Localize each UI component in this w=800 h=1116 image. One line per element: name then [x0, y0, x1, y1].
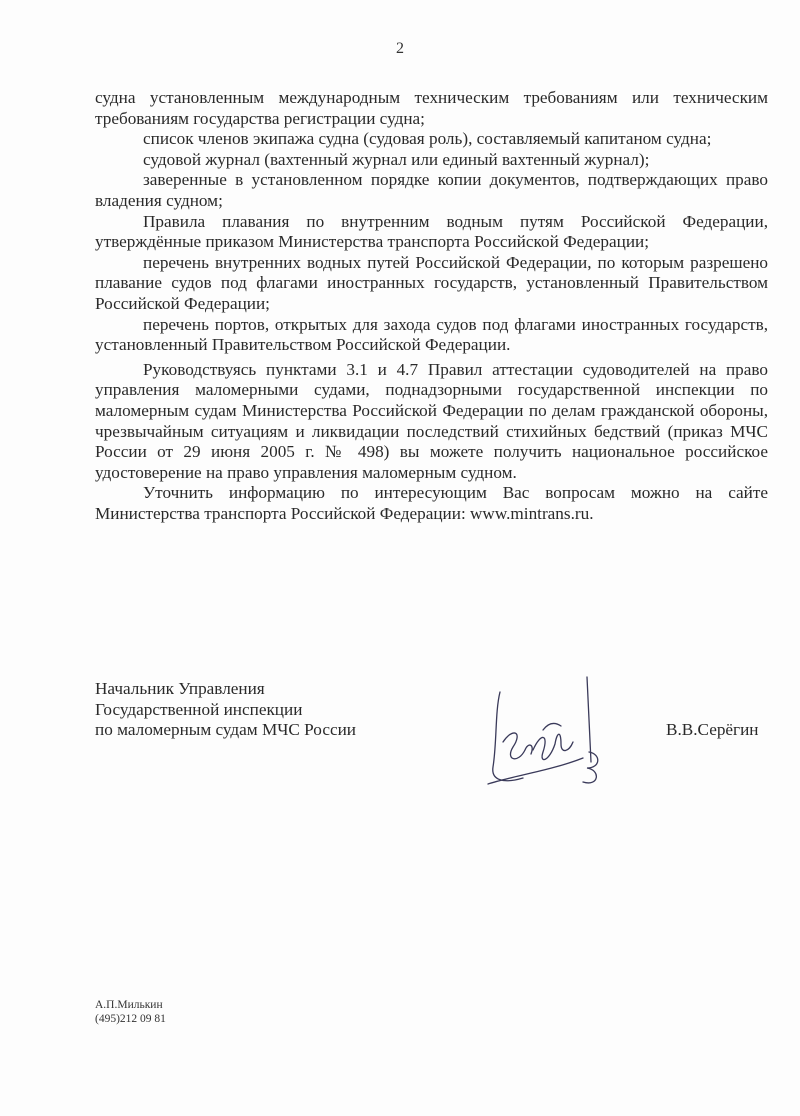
- paragraph-contact-info: Уточнить информацию по интересующим Вас вопросам можно на сайте Министерства транспорта Российской Федерации: www.mintrans.ru.: [95, 483, 768, 523]
- signatory-title-line: Государственной инспекции: [95, 699, 303, 719]
- handwritten-signature: [483, 672, 613, 797]
- signatory-name: В.В.Серёгин: [666, 720, 759, 739]
- signatory-title-line: Начальник Управления: [95, 679, 265, 698]
- page-number: 2: [396, 40, 404, 57]
- paragraph-crew-list: список членов экипажа судна (судовая роль), составляемый капитаном судна;: [143, 129, 712, 149]
- paragraph-logbook: судовой журнал (вахтенный журнал или единый вахтенный журнал);: [143, 149, 650, 169]
- executor-phone: (495)212 09 81: [95, 1013, 166, 1025]
- executor-info: [95, 998, 166, 1026]
- letter-body: [95, 88, 768, 524]
- paragraph-certification: Руководствуясь пунктами 3.1 и 4.7 Правил аттестации судоводителей на право управления маломерными судами, поднадзорными государственной инспекции по маломерным судам Министерства Российской Федерации по делам гражданской обороны, чрезвычайным ситуациям и ликвидации последствий стихийных бедствий (приказ МЧС России от 29 июня 2005 г. № 498) вы можете получить национальное российское удостоверение на право управления маломерным судном.: [95, 359, 768, 482]
- signatory-title: [95, 679, 356, 741]
- paragraph-ownership-docs: заверенные в установленном порядке копии документов, подтверждающих право владения судном;: [95, 170, 768, 210]
- executor-name: А.П.Милькин: [95, 999, 163, 1011]
- paragraph-navigation-rules: Правила плавания по внутренним водным путям Российской Федерации, утверждённые приказом Министерства транспорта Российской Федерации;: [95, 211, 768, 252]
- paragraph-continuation: судна установленным международным техническим требованиям или техническим требованиям государства регистрации судна;: [95, 88, 768, 128]
- paragraph-waterways-list: перечень внутренних водных путей Российской Федерации, по которым разрешено плавание судов под флагами иностранных государств, установленный Правительством Российской Федерации;: [95, 252, 768, 313]
- paragraph-ports-list: перечень портов, открытых для захода судов под флагами иностранных государств, установленный Правительством Российской Федерации.: [95, 314, 768, 355]
- signatory-title-line: по маломерным судам МЧС России: [95, 720, 356, 740]
